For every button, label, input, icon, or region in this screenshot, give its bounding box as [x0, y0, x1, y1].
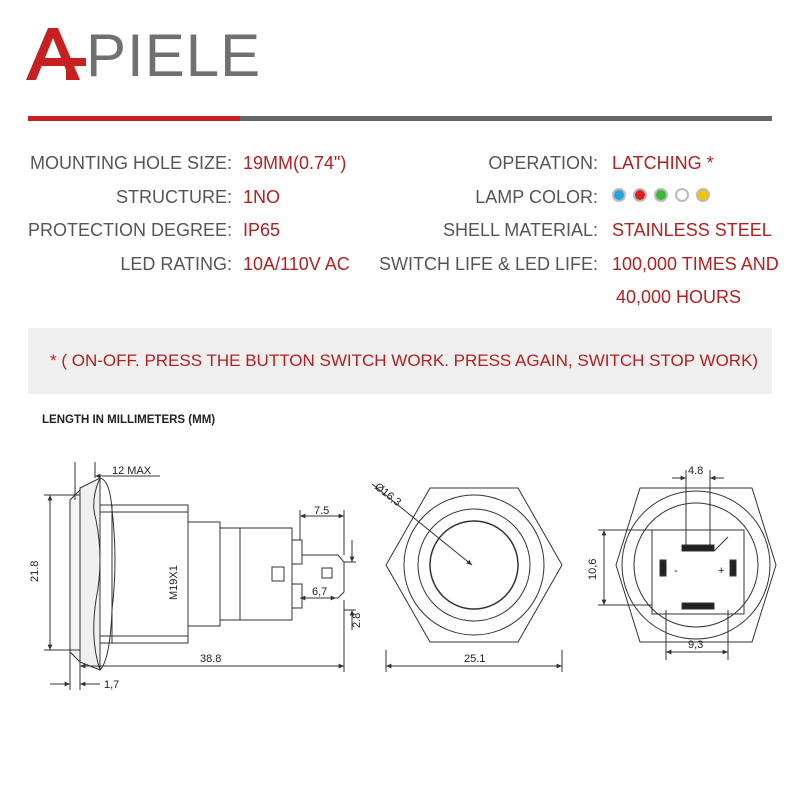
dim-7-5: 7.5 — [314, 505, 330, 517]
dim-38-8: 38.8 — [200, 653, 222, 665]
terminal-plus-label: + — [718, 565, 725, 577]
dim-4-8: 4.8 — [688, 465, 704, 477]
terminal-minus-label: - — [674, 565, 678, 577]
dim-1-7: 1,7 — [104, 679, 120, 691]
spec-label-life: SWITCH LIFE & LED LIFE: — [378, 254, 598, 274]
spec-value-operation: LATCHING * — [612, 153, 714, 173]
spec-value-life: 100,000 TIMES AND — [612, 254, 779, 274]
spec-value-life-hours: 40,000 HOURS — [616, 287, 742, 307]
note-text: * ( ON-OFF. PRESS THE BUTTON SWITCH WORK. PRESS AGAIN, SWITCH STOP WORK) — [50, 351, 759, 370]
dimensions-title: LENGTH IN MILLIMETERS (MM) — [42, 414, 216, 426]
dim-2-8: 2.8 — [351, 612, 363, 628]
spec-value-led-rating: 10A/110V AC — [243, 254, 350, 274]
spec-label-mounting-hole: MOUNTING HOLE SIZE: — [29, 153, 232, 173]
spec-label-operation: OPERATION: — [488, 153, 598, 173]
dim-thread-m19x1: M19X1 — [168, 565, 180, 600]
dim-6-7: 6,7 — [312, 586, 328, 598]
spec-label-shell-material: SHELL MATERIAL: — [442, 220, 598, 240]
spec-label-lamp-color: LAMP COLOR: — [475, 187, 598, 207]
front-view — [372, 484, 562, 672]
spec-value-protection: IP65 — [243, 220, 281, 240]
spec-label-protection: PROTECTION DEGREE: — [27, 220, 232, 240]
dim-10-6: 10,6 — [587, 558, 599, 580]
dim-dia-16-3: Ø16,3 — [372, 480, 404, 509]
dim-21-8: 21.8 — [29, 560, 41, 582]
dim-12-max: 12 MAX — [112, 465, 152, 477]
rear-view — [598, 470, 776, 660]
spec-value-structure: 1NO — [243, 187, 281, 207]
spec-value-mounting-hole: 19MM(0.74") — [243, 153, 347, 173]
spec-value-shell-material: STAINLESS STEEL — [612, 220, 772, 240]
spec-label-led-rating: LED RATING: — [120, 254, 232, 274]
dim-25-1: 25.1 — [464, 653, 486, 665]
dim-9-3: 9,3 — [688, 639, 704, 651]
spec-label-structure: STRUCTURE: — [116, 187, 232, 207]
brand-name: PIELE — [86, 22, 262, 89]
